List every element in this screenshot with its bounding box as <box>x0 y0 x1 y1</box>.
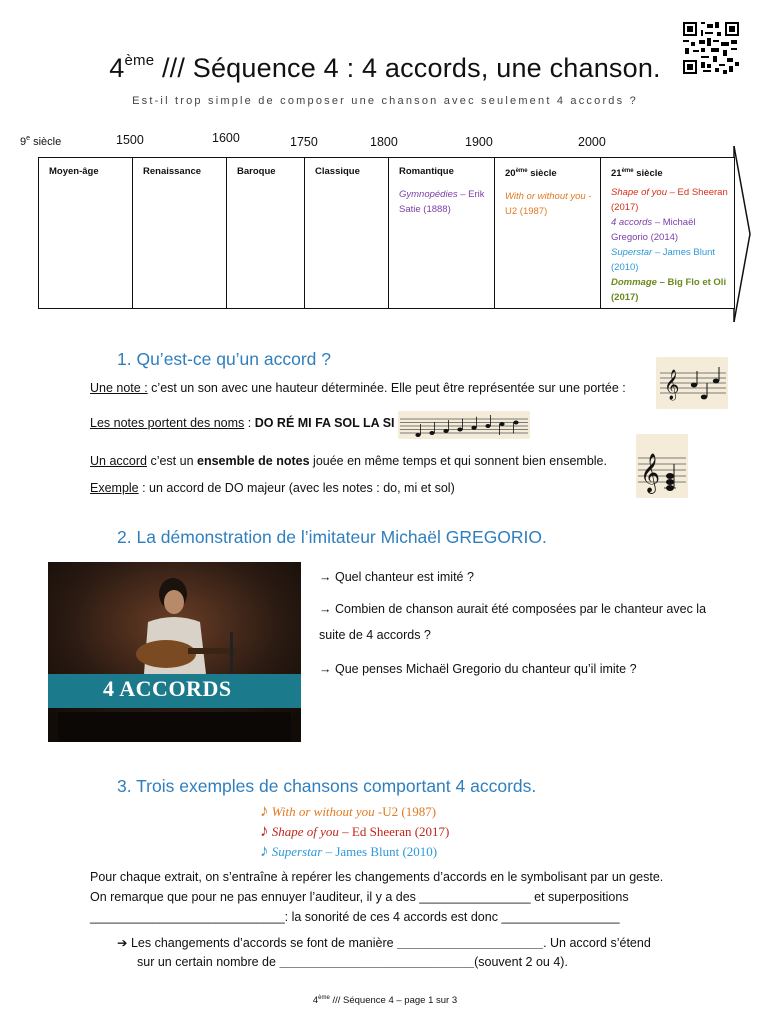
paragraph-5: sur un certain nombre de ____________________________(souvent 2 ou 4). <box>137 955 568 969</box>
note-names-staff-image <box>398 411 530 439</box>
page-footer: 4ème /// Séquence 4 – page 1 sur 3 <box>312 995 458 1006</box>
video-banner-text: 4 ACCORDS <box>103 676 232 701</box>
timeline-arrow-icon <box>730 146 752 322</box>
era-cell: Moyen-âge <box>39 158 133 309</box>
paragraph-4: ➔ Les changements d’accords se font de manière _____________________. Un accord s’étend <box>117 936 651 950</box>
song-item: ♪ Shape of you – Ed Sheeran (2017) <box>260 821 450 840</box>
work-entry: 4 accords – Michaël Gregorio (2014) <box>611 217 696 243</box>
era-cell: 21ème siècle Shape of you – Ed Sheeran (2017) 4 accords – Michaël Gregorio (2014) Superstar – James Blunt (2010) Dommage – Big Flo et Oli (2017) <box>601 158 735 309</box>
page-title: 4ème /// Séquence 4 : 4 accords, une chanson. <box>109 52 661 83</box>
paragraph-3: ____________________________: la sonorité de ces 4 accords est donc _________________ <box>90 910 620 924</box>
timeline-year: 2000 <box>578 135 606 149</box>
video-thumbnail[interactable] <box>48 562 301 742</box>
paragraph-2: On remarque que pour ne pas ennuyer l’auditeur, il y a des ________________ et superpositions <box>90 890 629 904</box>
paragraph-1: Pour chaque extrait, on s’entraîne à repérer les changements d’accords en le symbolisant par un geste. <box>90 870 664 884</box>
era-cell: Romantique Gymnopédies – Erik Satie (1888) <box>389 158 495 309</box>
era-cell: Classique <box>305 158 389 309</box>
section3-heading: 3. Trois exemples de chansons comportant 4 accords. <box>117 776 537 796</box>
work-entry: Dommage – Big Flo et Oli (2017) <box>611 277 727 303</box>
section2-heading: 2. La démonstration de l’imitateur Michaël GREGORIO. <box>117 527 547 547</box>
question-2: → Combien de chanson aurait été composées par le chanteur avec la <box>319 602 707 616</box>
note-names: Les notes portent des noms : DO RÉ MI FA SOL LA SI <box>90 416 395 430</box>
page-subtitle: Est-il trop simple de composer une chanson avec seulement 4 accords ? <box>132 95 638 107</box>
era-cell: Renaissance <box>133 158 227 309</box>
chord-staff-image <box>636 434 688 498</box>
svg-text:𝄞: 𝄞 <box>664 370 680 400</box>
note-definition: Une note : c’est un son avec une hauteur déterminée. Elle peut être représentée sur une portée : <box>90 381 626 395</box>
music-note-icon: ♪ <box>260 821 269 840</box>
section1-heading: 1. Qu’est-ce qu’un accord ? <box>117 349 332 369</box>
song-item: ♪ With or without you -U2 (1987) <box>260 801 437 820</box>
question-3: → Que penses Michaël Gregorio du chanteur qu’il imite ? <box>319 662 637 676</box>
timeline-year: 1800 <box>370 135 398 149</box>
era-cell: 20ème siècle With or without you -U2 (1987) <box>495 158 601 309</box>
chord-definition: Un accord c’est un ensemble de notes jouée en même temps et qui sonnent bien ensemble. <box>90 454 607 468</box>
music-note-icon: ♪ <box>260 801 269 820</box>
timeline-table <box>38 157 735 309</box>
era-cell: Baroque <box>227 158 305 309</box>
timeline-year: 1750 <box>290 135 318 149</box>
timeline-year: 1900 <box>465 135 493 149</box>
work-entry: Gymnopédies – Erik Satie (1888) <box>399 189 485 215</box>
note-staff-image <box>656 357 728 409</box>
timeline-year: 9e siècle <box>20 135 62 148</box>
music-note-icon: ♪ <box>260 841 269 860</box>
timeline-year: 1500 <box>116 133 144 147</box>
question-1: → Quel chanteur est imité ? <box>319 570 474 584</box>
song-item: ♪ Superstar – James Blunt (2010) <box>260 841 438 860</box>
svg-text:𝄞: 𝄞 <box>640 453 661 493</box>
performer-image <box>48 562 301 742</box>
question-2-cont: suite de 4 accords ? <box>319 628 431 642</box>
work-entry: With or without you -U2 (1987) <box>505 191 592 217</box>
chord-example: Exemple : un accord de DO majeur (avec les notes : do, mi et sol) <box>90 481 455 495</box>
work-entry: Superstar – James Blunt (2010) <box>611 247 716 273</box>
work-entry: Shape of you – Ed Sheeran (2017) <box>611 187 728 213</box>
timeline-year: 1600 <box>212 131 240 145</box>
